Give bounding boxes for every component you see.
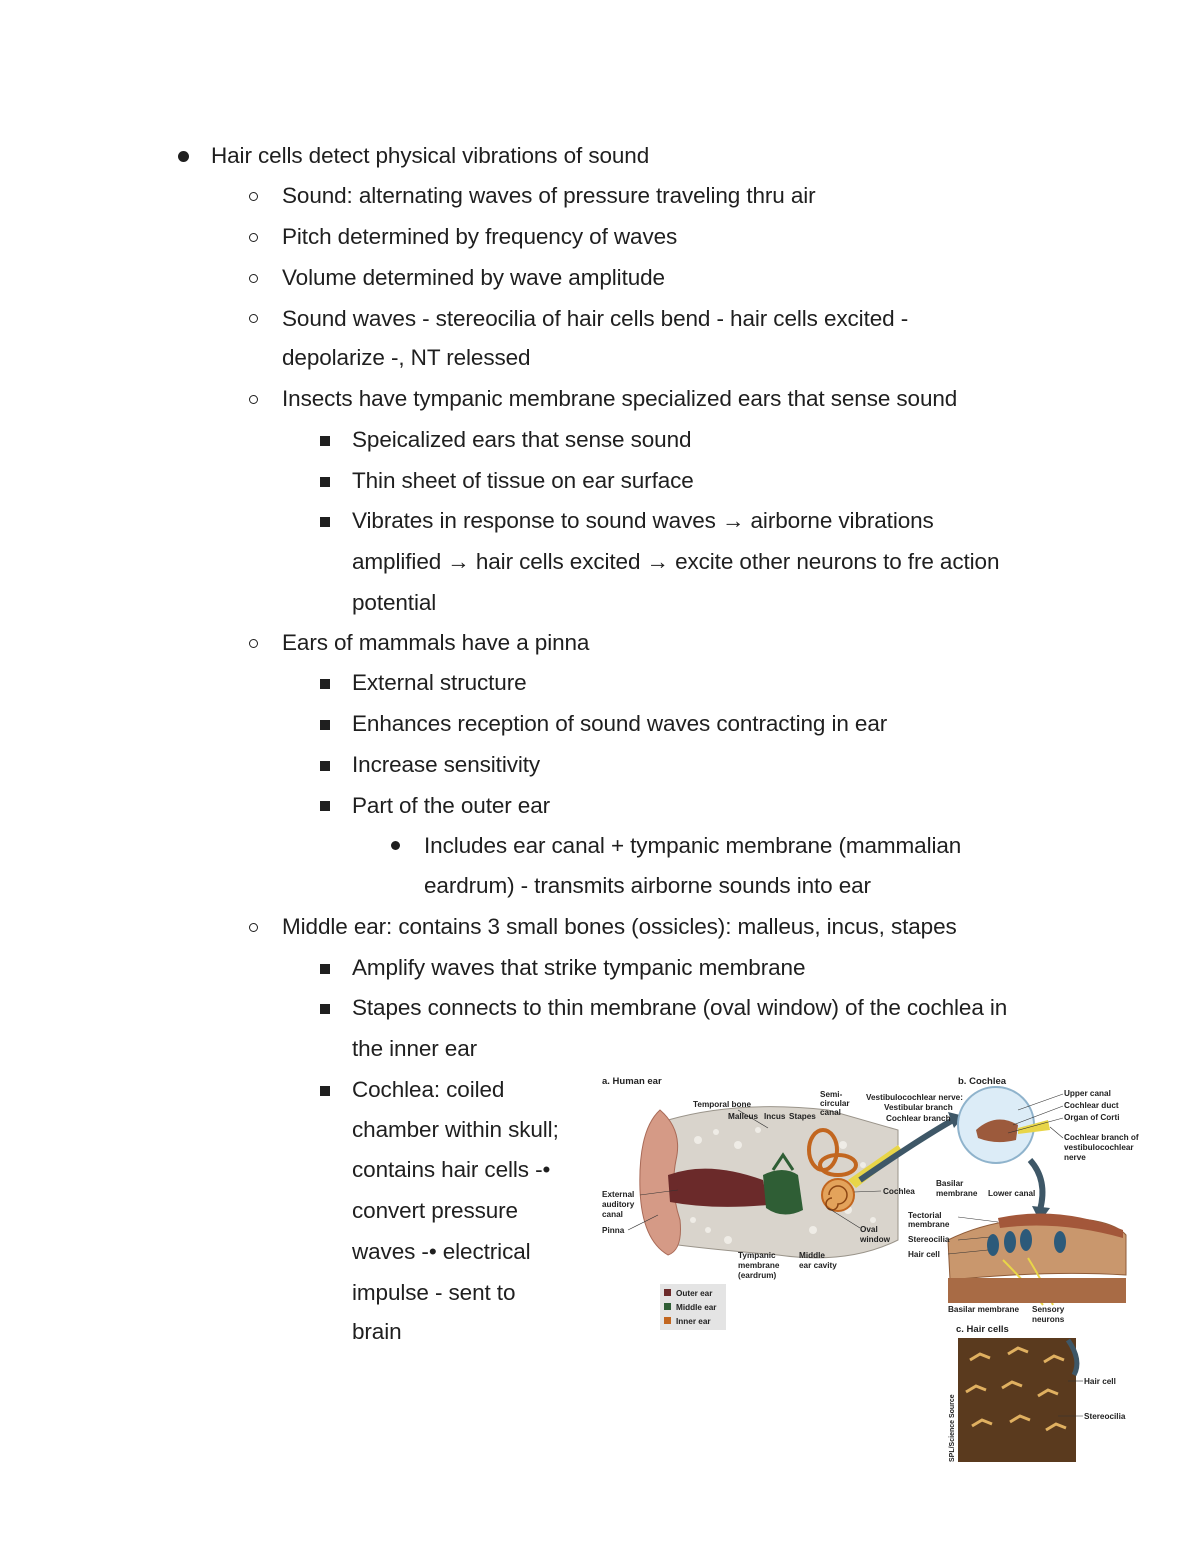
label-hair-cell: Hair cell xyxy=(908,1250,940,1259)
middle-ear-shape xyxy=(763,1170,803,1215)
note-line: Enhances reception of sound waves contracting in ear xyxy=(352,711,888,736)
bullet-square xyxy=(320,436,330,446)
bullet-square xyxy=(320,1004,330,1014)
note-line: Cochlea: coiled xyxy=(352,1077,505,1102)
note-line: Thin sheet of tissue on ear surface xyxy=(352,468,694,493)
label-organ-of-corti: Organ of Corti xyxy=(1064,1113,1120,1122)
label-pinna: Pinna xyxy=(602,1226,625,1235)
note-line: impulse - sent to xyxy=(352,1280,516,1305)
label-cochlea: Cochlea xyxy=(883,1187,915,1196)
bullet-circle xyxy=(249,923,258,932)
legend-middle-ear: Middle ear xyxy=(676,1303,717,1312)
bullet-square xyxy=(320,517,330,527)
note-line: Increase sensitivity xyxy=(352,752,541,777)
note-line: Amplify waves that strike tympanic membrane xyxy=(352,955,806,980)
note-line: Stapes connects to thin membrane (oval window) of the cochlea in xyxy=(352,995,1008,1020)
label-sensory-neurons: Sensory xyxy=(1032,1305,1065,1314)
label-stereocilia: Stereocilia xyxy=(908,1235,950,1244)
label-basilar-membrane: membrane xyxy=(936,1189,978,1198)
label-vestibulocochlear-nerve: Vestibulocochlear nerve: xyxy=(866,1093,963,1102)
label-basilar-membrane: Basilar xyxy=(936,1179,964,1188)
legend-inner-ear: Inner ear xyxy=(676,1317,711,1326)
note-line: amplified → hair cells excited → excite other neurons to fre action xyxy=(352,549,1000,574)
label-hair-cell: Hair cell xyxy=(1084,1377,1116,1386)
label-cochlear-duct: Cochlear duct xyxy=(1064,1101,1119,1110)
note-line: Pitch determined by frequency of waves xyxy=(282,224,678,249)
label-external-auditory-canal: External xyxy=(602,1190,635,1199)
label-malleus: Malleus xyxy=(728,1112,759,1121)
note-line: Part of the outer ear xyxy=(352,793,551,818)
label-cochlear-branch-nerve: Cochlear branch of xyxy=(1064,1133,1139,1142)
ear-diagram xyxy=(598,1070,1148,1470)
note-line: chamber within skull; xyxy=(352,1117,559,1142)
panel-a-title: a. Human ear xyxy=(602,1076,662,1087)
bullet-square xyxy=(320,964,330,974)
label-temporal-bone: Temporal bone xyxy=(693,1100,752,1109)
label-lower-canal: Lower canal xyxy=(988,1189,1036,1198)
photo-credit: SPL/Science Source xyxy=(949,1394,956,1462)
label-tympanic-membrane: membrane xyxy=(738,1261,780,1270)
panel-c-title: c. Hair cells xyxy=(956,1324,1009,1335)
leader-line xyxy=(958,1217,998,1222)
bullet-square xyxy=(320,761,330,771)
note-line: Sound: alternating waves of pressure traveling thru air xyxy=(282,183,816,208)
label-incus: Incus xyxy=(764,1112,786,1121)
bullet-circle xyxy=(249,233,258,242)
note-line: waves -• electrical xyxy=(352,1239,531,1264)
note-line: eardrum) - transmits airborne sounds into ear xyxy=(424,873,871,898)
note-line: convert pressure xyxy=(352,1198,518,1223)
label-cochlear-branch-nerve: vestibulocochlear xyxy=(1064,1143,1134,1152)
note-line: depolarize -, NT relessed xyxy=(282,345,531,370)
label-tympanic-membrane: Tympanic xyxy=(738,1251,776,1260)
bullet-square xyxy=(320,1086,330,1096)
note-line: Insects have tympanic membrane specialized ears that sense sound xyxy=(282,386,958,411)
note-line: Includes ear canal + tympanic membrane (mammalian xyxy=(424,833,962,858)
label-sensory-neurons: neurons xyxy=(1032,1315,1065,1324)
label-middle-ear-cavity: Middle xyxy=(799,1251,825,1260)
label-oval-window: Oval xyxy=(860,1225,878,1234)
legend-swatch-middle xyxy=(664,1303,671,1310)
bullet-circle xyxy=(249,274,258,283)
arrow-shape xyxy=(1030,1160,1042,1210)
bullet-square xyxy=(320,679,330,689)
label-middle-ear-cavity: ear cavity xyxy=(799,1261,837,1270)
bullet-square xyxy=(320,720,330,730)
label-external-auditory-canal: auditory xyxy=(602,1200,635,1209)
note-line: Volume determined by wave amplitude xyxy=(282,265,665,290)
note-line: potential xyxy=(352,590,437,615)
legend-swatch-outer xyxy=(664,1289,671,1296)
legend-outer-ear: Outer ear xyxy=(676,1289,713,1298)
bullet-circle xyxy=(249,314,258,323)
legend-swatch-inner xyxy=(664,1317,671,1324)
label-tectorial-membrane: membrane xyxy=(908,1220,950,1229)
note-line: contains hair cells -• xyxy=(352,1157,551,1182)
label-stereocilia: Stereocilia xyxy=(1084,1412,1126,1421)
label-semicircular: circular xyxy=(820,1099,850,1108)
bullet-square xyxy=(320,477,330,487)
note-line: Ears of mammals have a pinna xyxy=(282,630,590,655)
bullet-circle xyxy=(249,192,258,201)
label-external-auditory-canal: canal xyxy=(602,1210,623,1219)
panel-b-title: b. Cochlea xyxy=(958,1076,1007,1087)
bullet-circle xyxy=(249,639,258,648)
label-stapes: Stapes xyxy=(789,1112,816,1121)
label-cochlear-branch-nerve: nerve xyxy=(1064,1153,1086,1162)
basilar-membrane-shape xyxy=(948,1278,1126,1303)
ear-anatomy-figure xyxy=(598,1070,1148,1470)
label-upper-canal: Upper canal xyxy=(1064,1089,1111,1098)
note-line: Hair cells detect physical vibrations of sound xyxy=(211,143,650,168)
bullet-square xyxy=(320,801,330,811)
bullet-disc xyxy=(391,841,400,850)
leader-line xyxy=(1050,1127,1063,1138)
note-line: External structure xyxy=(352,670,527,695)
note-line: brain xyxy=(352,1319,402,1344)
note-line: the inner ear xyxy=(352,1036,478,1061)
label-vestibular-branch: Vestibular branch xyxy=(884,1103,953,1112)
label-basilar-membrane: Basilar membrane xyxy=(948,1305,1019,1314)
label-semicircular: Semi- xyxy=(820,1090,843,1099)
note-line: Speicalized ears that sense sound xyxy=(352,427,692,452)
note-line: Vibrates in response to sound waves → airborne vibrations xyxy=(352,508,934,533)
label-semicircular: canal xyxy=(820,1108,841,1117)
label-tectorial-membrane: Tectorial xyxy=(908,1211,942,1220)
label-cochlear-branch: Cochlear branch xyxy=(886,1114,951,1123)
note-line: Middle ear: contains 3 small bones (ossicles): malleus, incus, stapes xyxy=(282,914,957,939)
bullet-disc xyxy=(178,151,189,162)
label-oval-window: window xyxy=(860,1235,891,1244)
label-tympanic-membrane: (eardrum) xyxy=(738,1271,777,1280)
note-line: Sound waves - stereocilia of hair cells bend - hair cells excited - xyxy=(282,306,909,331)
bullet-circle xyxy=(249,395,258,404)
